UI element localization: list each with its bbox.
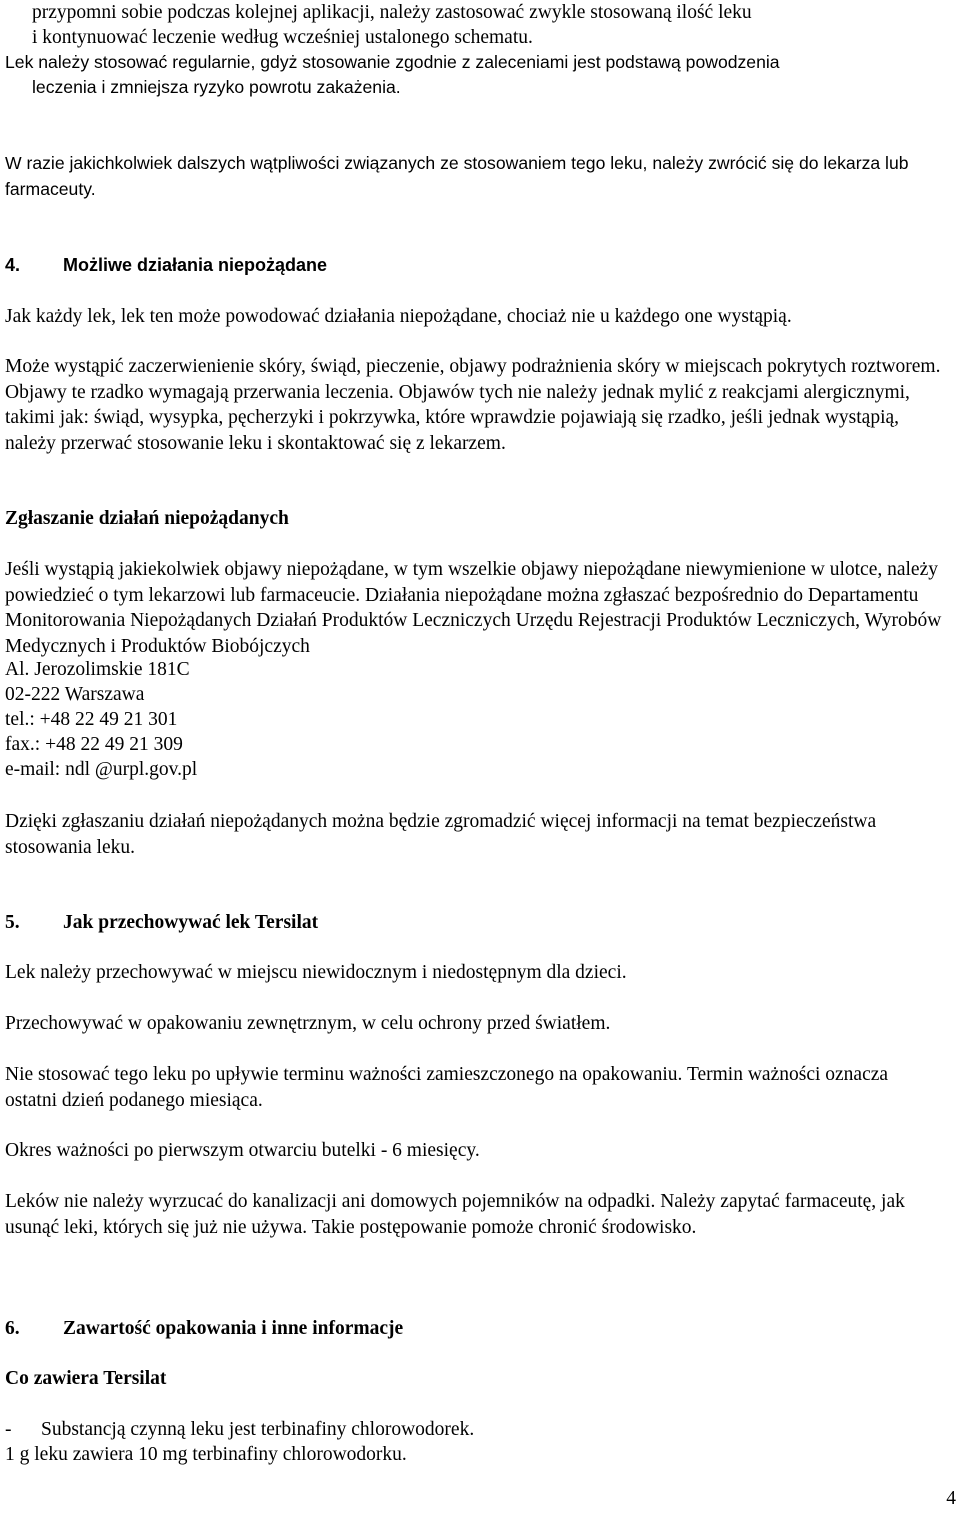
section-5-number: 5. [5,912,20,933]
section-6-heading [5,1316,942,1342]
doubts-paragraph: W razie jakichkolwiek dalszych wątpliwości związanych ze stosowaniem tego leku, należy zwrócić się do lekarza lub farmaceuty. [5,153,909,199]
phone-number: tel.: +48 22 49 21 301 [5,709,178,730]
list-bullet: - [5,1419,12,1440]
section-4-paragraph-2: Może wystąpić zaczerwienienie skóry, świąd, pieczenie, objawy podrażnienia skóry w miejscach pokrytych roztworem. Objawy te rzadko wymagają przerwania leczenia. Objawów tych nie należy jednak mylić z reakcjami alergicznymi, takimi jak: świąd, wysypka, pęcherzyki i pokrzywka, które wprawdzie pojawiają się rzadko, jeśli jednak wystąpią, należy przerwać stosowanie leku i skontaktować się z lekarzem. [5,356,941,454]
section-5-paragraph-1: Lek należy przechowywać w miejscu niewidocznym i niedostępnym dla dzieci. [5,962,627,983]
section-5-paragraph-5: Leków nie należy wyrzucać do kanalizacji ani domowych pojemników na odpadki. Należy zapytać farmaceutę, jak usunąć leki, których się już nie używa. Takie postępowanie pomoże chronić środowisko. [5,1191,905,1238]
address-street: Al. Jerozolimskie 181C [5,659,190,680]
section-4-number: 4. [5,255,21,275]
composition-line: 1 g leku zawiera 10 mg terbinafiny chlorowodorku. [5,1444,407,1465]
reporting-heading: Zgłaszanie działań niepożądanych [5,508,289,529]
section-4-title: Możliwe działania niepożądane [63,255,328,275]
reporting-paragraph: Jeśli wystąpią jakiekolwiek objawy niepożądane, w tym wszelkie objawy niepożądane niewymienione w ulotce, należy powiedzieć o tym lekarzowi lub farmaceucie. Działania niepożądane można zgłaszać bezpośrednio do Departamentu Monitorowania Niepożądanych Działań Produktów Leczniczych Urzędu Rejestracji Produktów Leczniczych, Wyrobów Medycznych i Produktów Biobójczych [5,559,942,657]
section-6-title: Zawartość opakowania i inne informacje [63,1318,404,1339]
section-5-title: Jak przechowywać lek Tersilat [63,912,319,933]
section-5-paragraph-3: Nie stosować tego leku po upływie terminu ważności zamieszczonego na opakowaniu. Termin ważności oznacza ostatni dzień podanego miesiąca. [5,1064,889,1111]
section-6-number: 6. [5,1318,20,1339]
section-4-heading [5,253,942,279]
section-5-heading [5,910,942,936]
intro-line-1: przypomni sobie podczas kolejnej aplikacji, należy zastosować zwykle stosowaną ilość leku [32,2,752,23]
intro-line-4: leczenia i zmniejsza ryzyko powrotu zakażenia. [32,77,401,97]
section-5-paragraph-2: Przechowywać w opakowaniu zewnętrznym, w celu ochrony przed światłem. [5,1013,611,1034]
intro-line-3: Lek należy stosować regularnie, gdyż stosowanie zgodnie z zaleceniami jest podstawą powodzenia [5,52,780,72]
email-address: e-mail: ndl @urpl.gov.pl [5,759,198,780]
reporting-benefit-paragraph: Dzięki zgłaszaniu działań niepożądanych można będzie zgromadzić więcej informacji na temat bezpieczeństwa stosowania leku. [5,811,877,858]
address-city: 02-222 Warszawa [5,684,145,705]
ingredient-list-item [5,1417,942,1443]
section-6-subheading: Co zawiera Tersilat [5,1368,167,1389]
fax-number: fax.: +48 22 49 21 309 [5,734,183,755]
section-5-paragraph-4: Okres ważności po pierwszym otwarciu butelki - 6 miesięcy. [5,1140,480,1161]
page-number: 4 [946,1488,956,1509]
intro-line-2: i kontynuować leczenie według wcześniej ustalonego schematu. [32,27,533,48]
list-item-text: Substancją czynną leku jest terbinafiny chlorowodorek. [41,1419,475,1440]
section-4-paragraph-1: Jak każdy lek, lek ten może powodować działania niepożądane, chociaż nie u każdego one wystąpią. [5,306,792,327]
